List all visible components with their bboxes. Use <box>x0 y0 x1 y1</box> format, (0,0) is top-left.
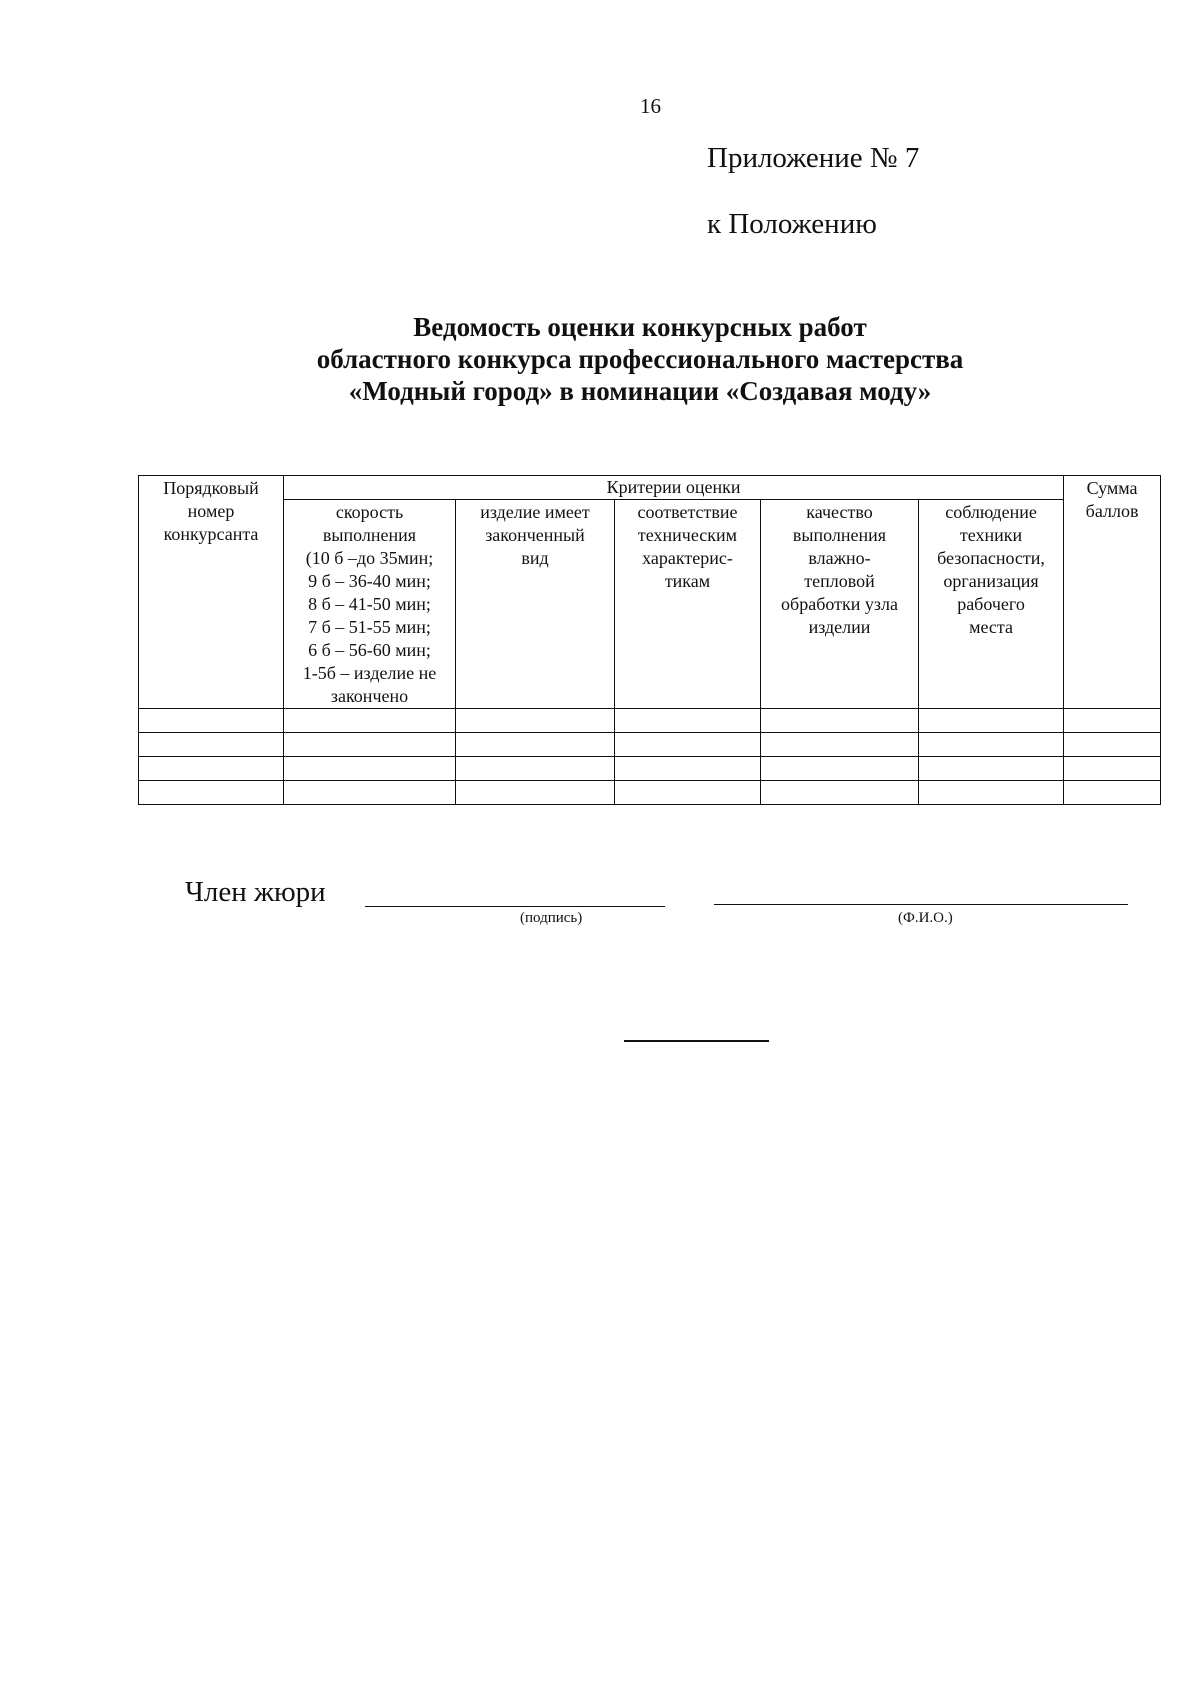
appendix-title: Приложение № 7 <box>707 142 920 174</box>
table-cell[interactable] <box>284 733 456 757</box>
table-row <box>139 709 1161 733</box>
criterion-line: закончено <box>330 686 409 706</box>
criterion-line: организация <box>943 571 1039 591</box>
criterion-line: 1-5б – изделие не <box>302 663 437 683</box>
criterion-line: тепловой <box>804 571 875 591</box>
criterion-line: 8 б – 41-50 мин; <box>308 594 431 614</box>
document-title-line: «Модный город» в номинации «Создавая моду» <box>348 376 932 406</box>
table-cell[interactable] <box>615 757 761 781</box>
criterion-line: места <box>969 617 1013 637</box>
table-row <box>139 757 1161 781</box>
document-title-line: Ведомость оценки конкурсных работ <box>413 312 867 342</box>
table-cell[interactable] <box>139 733 284 757</box>
signature-line <box>365 906 665 907</box>
table-cell[interactable] <box>761 733 919 757</box>
table-cell[interactable] <box>761 709 919 733</box>
criterion-header-1 <box>284 500 456 709</box>
criterion-line: соответствие <box>637 502 738 522</box>
criterion-line: 9 б – 36-40 мин; <box>308 571 431 591</box>
table-cell[interactable] <box>456 781 615 805</box>
table-cell[interactable] <box>1064 709 1161 733</box>
table-cell[interactable] <box>284 781 456 805</box>
criterion-line: выполнения <box>322 525 417 545</box>
jury-member-label: Член жюри <box>185 876 326 908</box>
table-cell[interactable] <box>615 733 761 757</box>
table-cell[interactable] <box>1064 733 1161 757</box>
table-row <box>139 781 1161 805</box>
criterion-header-4 <box>761 500 919 709</box>
table-cell[interactable] <box>139 709 284 733</box>
criterion-line: скорость <box>335 502 404 522</box>
document-title-line: областного конкурса профессионального мастерства <box>316 344 964 374</box>
criterion-line: изделие имеет <box>480 502 590 522</box>
criterion-line: влажно- <box>808 548 871 568</box>
table-cell[interactable] <box>919 733 1064 757</box>
end-separator-line <box>624 1040 769 1042</box>
name-line <box>714 904 1128 905</box>
table-cell[interactable] <box>456 733 615 757</box>
table-cell[interactable] <box>615 781 761 805</box>
criterion-line: безопасности, <box>937 548 1045 568</box>
table-cell[interactable] <box>919 709 1064 733</box>
criterion-header-2 <box>456 500 615 709</box>
table-cell[interactable] <box>284 757 456 781</box>
criterion-line: (10 б –до 35мин; <box>305 548 434 568</box>
table-cell[interactable] <box>1064 757 1161 781</box>
table-cell[interactable] <box>761 781 919 805</box>
criterion-line: изделии <box>808 617 871 637</box>
table-cell[interactable] <box>1064 781 1161 805</box>
criterion-line: соблюдение <box>945 502 1037 522</box>
table-cell[interactable] <box>615 709 761 733</box>
criterion-line: 6 б – 56-60 мин; <box>308 640 431 660</box>
document-title <box>240 311 1040 407</box>
signature-caption: (подпись) <box>520 910 583 926</box>
table-cell[interactable] <box>139 757 284 781</box>
criterion-line: техническим <box>637 525 738 545</box>
table-cell[interactable] <box>456 757 615 781</box>
criterion-line: рабочего <box>957 594 1025 614</box>
table-cell[interactable] <box>284 709 456 733</box>
grading-table <box>138 475 1161 805</box>
header-participant-number: Порядковый номер конкурсанта <box>139 476 284 709</box>
table-cell[interactable] <box>761 757 919 781</box>
criterion-line: тикам <box>664 571 711 591</box>
header-total-score: Сумма баллов <box>1064 476 1161 709</box>
criterion-line: обработки узла <box>781 594 898 614</box>
criterion-line: законченный <box>485 525 585 545</box>
header-criteria: Критерии оценки <box>284 476 1064 500</box>
criterion-line: вид <box>521 548 549 568</box>
criterion-line: выполнения <box>792 525 887 545</box>
criterion-line: качество <box>806 502 873 522</box>
page-number: 16 <box>640 94 661 118</box>
criterion-line: характерис- <box>642 548 733 568</box>
criterion-header-3 <box>615 500 761 709</box>
criterion-header-5 <box>919 500 1064 709</box>
table-cell[interactable] <box>139 781 284 805</box>
criterion-line: техники <box>959 525 1023 545</box>
table-row <box>139 733 1161 757</box>
criterion-line: 7 б – 51-55 мин; <box>308 617 431 637</box>
table-cell[interactable] <box>919 781 1064 805</box>
table-cell[interactable] <box>456 709 615 733</box>
table-cell[interactable] <box>919 757 1064 781</box>
appendix-subtitle: к Положению <box>707 208 877 240</box>
name-caption: (Ф.И.О.) <box>898 910 953 926</box>
